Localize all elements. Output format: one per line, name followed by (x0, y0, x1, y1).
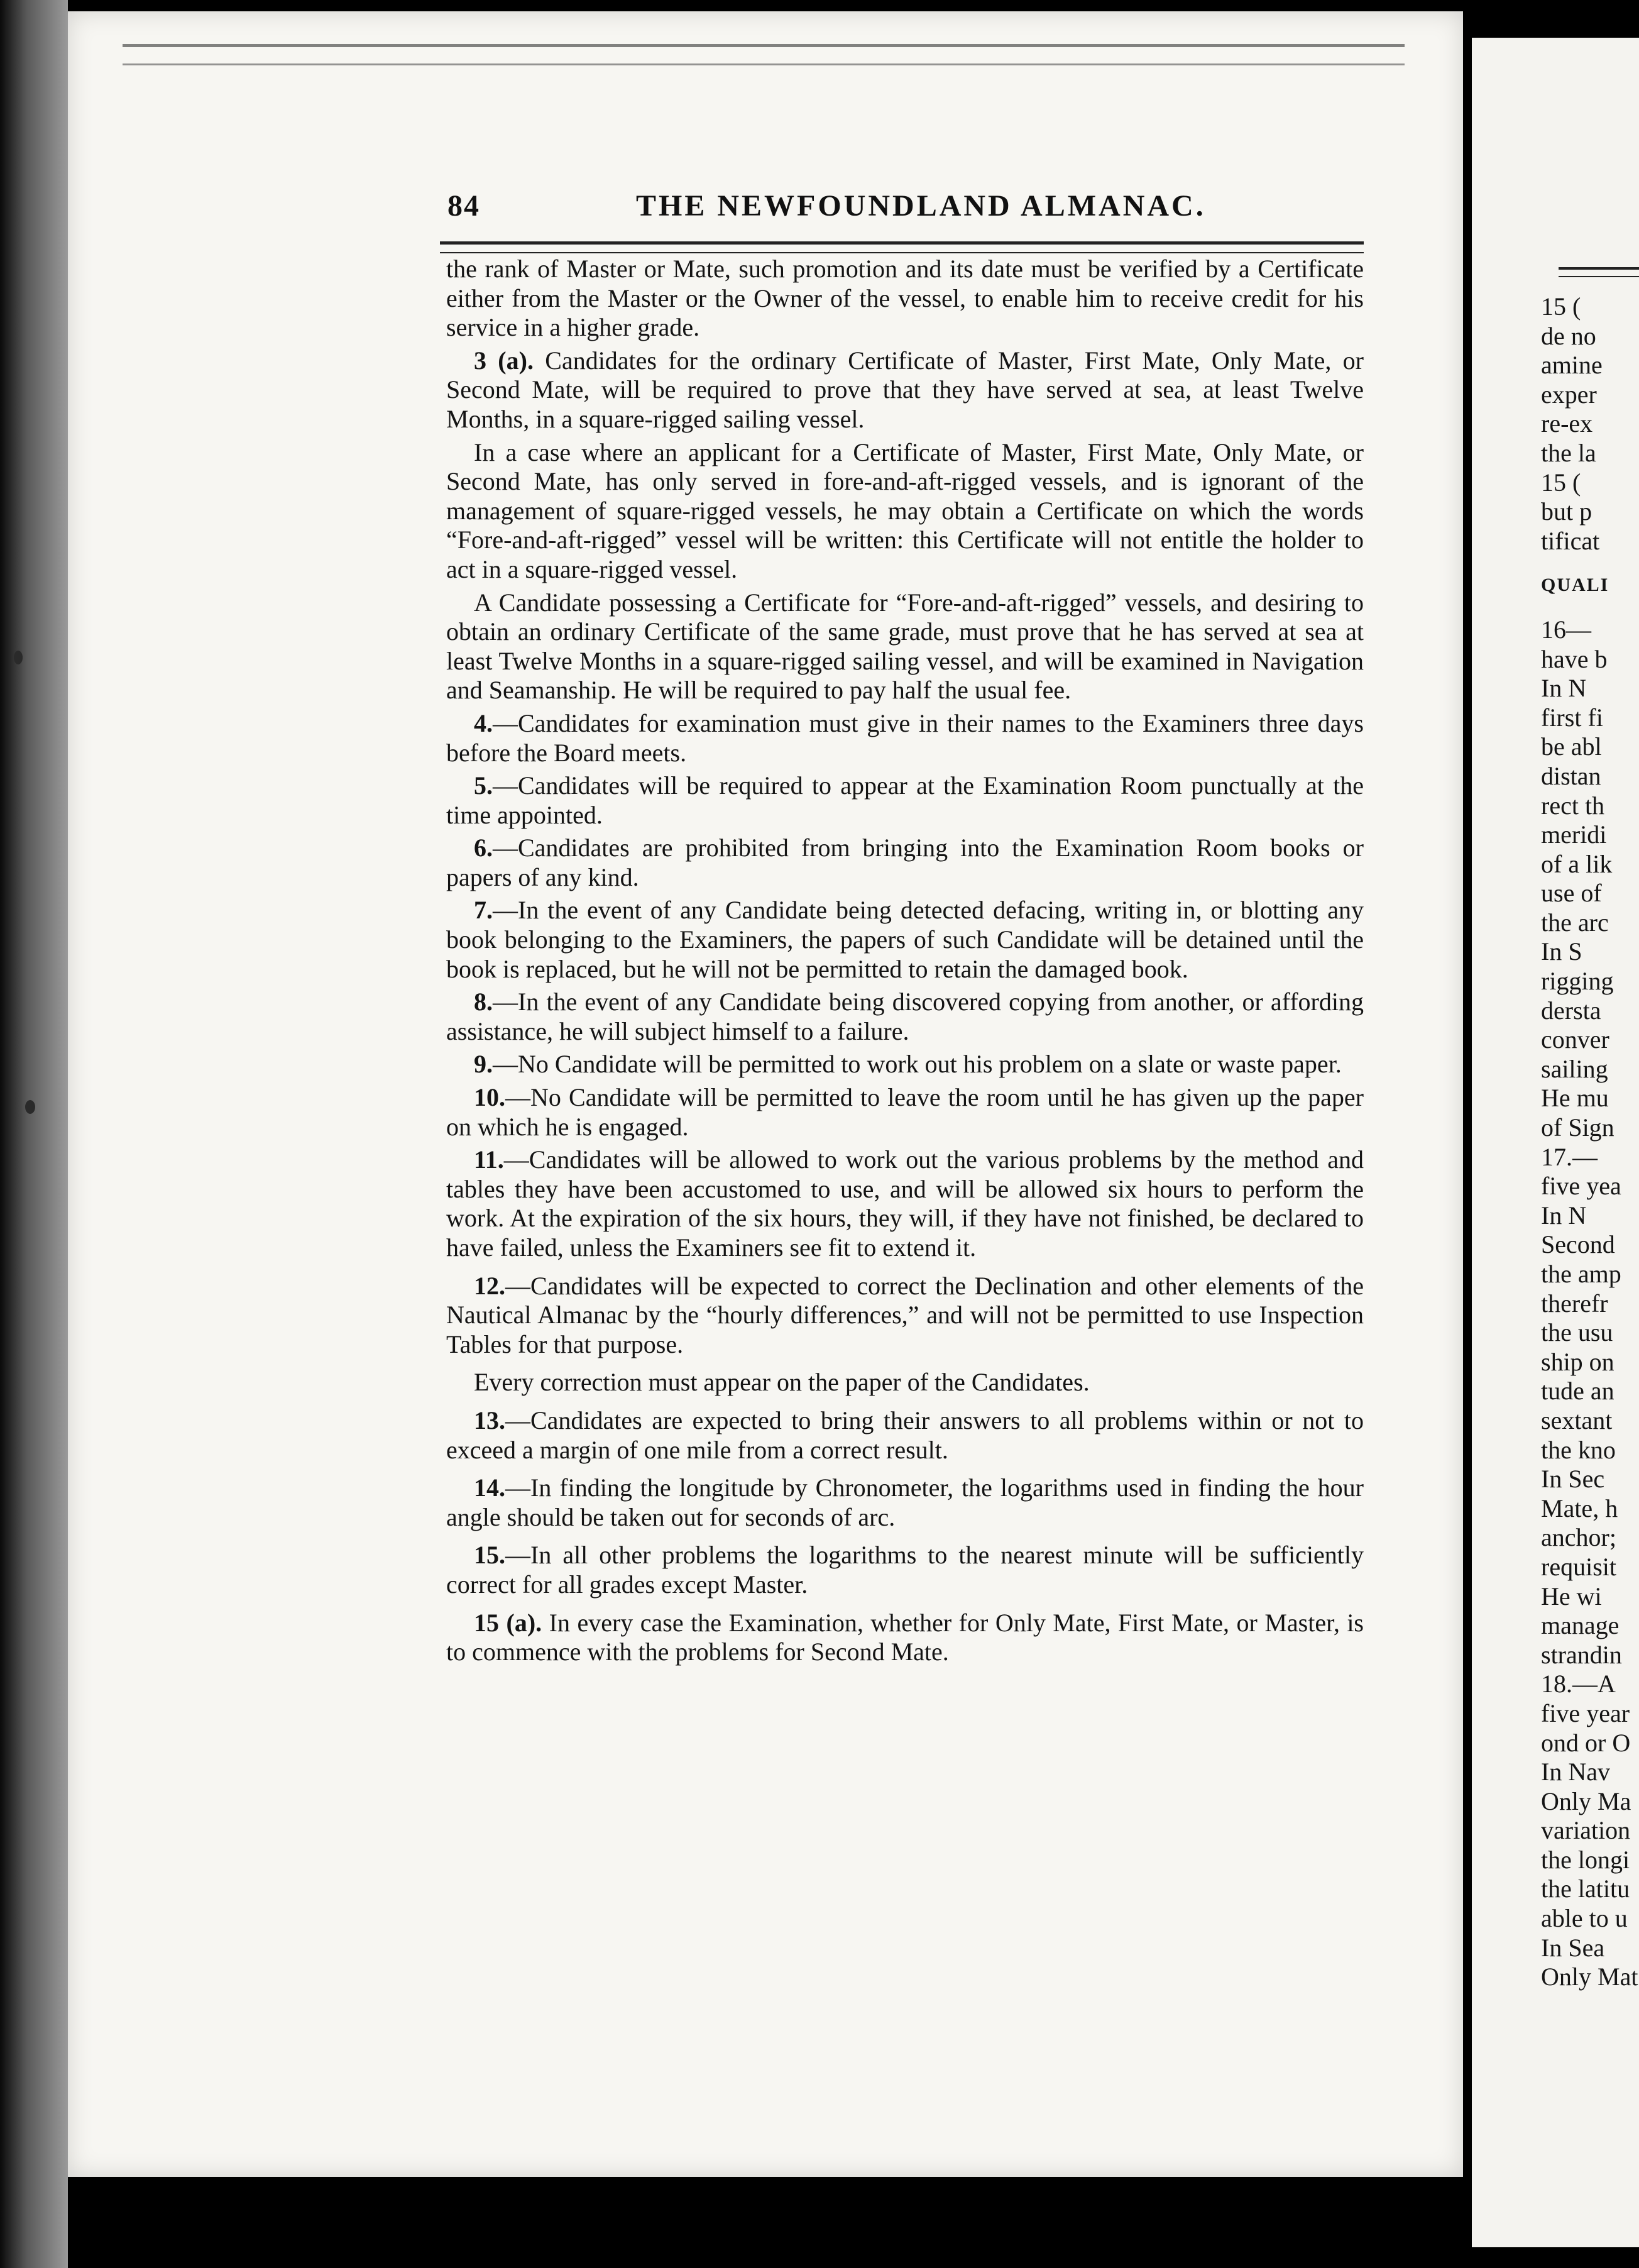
facing-page-rule (1559, 267, 1639, 277)
facing-page-line: the arc (1541, 908, 1609, 937)
page-top-edge (123, 44, 1405, 65)
paragraph (446, 834, 1364, 892)
binding-gutter (0, 0, 68, 2268)
facing-page-line: the longi (1541, 1845, 1630, 1874)
paragraph-text: —Candidates are prohibited from bringing into the Examination Room books or papers of any kind. (446, 834, 1364, 891)
facing-page-line: 16— (1541, 615, 1591, 644)
facing-page-line: meridi (1541, 820, 1607, 849)
facing-page-line: Only Mat (1541, 1962, 1638, 1991)
paragraph (446, 896, 1364, 984)
paragraph (446, 346, 1364, 434)
paragraph (446, 1145, 1364, 1262)
paragraph (446, 709, 1364, 768)
facing-page-line: tude an (1541, 1377, 1614, 1406)
facing-page-line: distan (1541, 761, 1601, 790)
facing-page-line: requisit (1541, 1552, 1616, 1581)
facing-page-line: therefr (1541, 1289, 1608, 1318)
facing-page-line: 17.— (1541, 1142, 1598, 1171)
paragraph-text: In every case the Examination, whether for Only Mate, First Mate, or Master, is to commence with the problems for Second Mate. (446, 1608, 1364, 1666)
facing-page-line: de no (1541, 321, 1596, 350)
facing-page-line: anchor; (1541, 1523, 1616, 1552)
paragraph-number: 9. (474, 1050, 493, 1079)
facing-page-line: In Sea (1541, 1933, 1605, 1962)
paragraph (446, 988, 1364, 1046)
paragraph-text: —Candidates are expected to bring their answers to all problems within or not to exceed a margin of one mile from a correct result. (446, 1406, 1364, 1464)
facing-page-line: amine (1541, 351, 1603, 380)
facing-page-line: sextant (1541, 1406, 1613, 1434)
facing-page-line: In S (1541, 937, 1582, 966)
facing-page-line: re-ex (1541, 409, 1593, 438)
paragraph-text: the rank of Master or Mate, such promotion and its date must be verified by a Certificate either from the Master or the Owner of the vessel, to enable him to receive credit for his service in a higher grade. (446, 255, 1364, 342)
paragraph-text: —No Candidate will be permitted to leave the room until he has given up the paper on which he is engaged. (446, 1083, 1364, 1141)
paragraph-text: —Candidates for examination must give in their names to the Examiners three days before the Board meets. (446, 708, 1364, 767)
ink-blot (25, 1100, 35, 1114)
paragraph-number: 4. (474, 708, 493, 737)
paragraph-text: —In finding the longitude by Chronometer, the logarithms used in finding the hour angle should be taken out for seconds of arc. (446, 1473, 1364, 1531)
paragraph (446, 1083, 1364, 1142)
paragraph-text: —Candidates will be allowed to work out the various problems by the method and tables they have been accustomed to use, and will be allowed six hours to perform the work. At the expiration of the six hours, they will, if they have not finished, be declared to have failed, unless the Examiners see fit to extend it. (446, 1145, 1364, 1262)
paragraph-text: —In the event of any Candidate being detected defacing, writing in, or blotting any book belonging to the Examiners, the papers of such Candidate will be detained until the book is replaced, but he will not be permitted to retain the damaged book. (446, 896, 1364, 983)
facing-page-line: five year (1541, 1698, 1630, 1727)
facing-page-line: He mu (1541, 1084, 1609, 1113)
facing-page-line: first fi (1541, 703, 1603, 732)
facing-page-line: five yea (1541, 1172, 1621, 1201)
facing-page-line: the la (1541, 438, 1596, 467)
paragraph-number: 7. (474, 896, 493, 925)
paragraph (446, 1406, 1364, 1465)
paragraph (446, 1368, 1364, 1397)
facing-page-line: 15 ( (1541, 468, 1581, 497)
facing-page-text (1541, 292, 1639, 1992)
paragraph-text: A Candidate possessing a Certificate for “Fore-and-aft-rigged” vessels, and desiring to obtain an ordinary Certificate of the same grade, must prove that he has served at sea at least Twelve Months in a square-rigged sailing vessel, and will be examined in Navigation and Seamanship. He will be required to pay half the usual fee. (446, 588, 1364, 705)
paragraph-text: —In all other problems the logarithms to the nearest minute will be sufficiently correct for all grades except Master. (446, 1541, 1364, 1599)
paragraph-text: Candidates for the ordinary Certificate of Master, First Mate, Only Mate, or Second Mate, will be required to prove that they have served at sea, at least Twelve Months, in a square-rigged sailing vessel. (446, 346, 1364, 433)
facing-page-line: variation (1541, 1816, 1631, 1845)
facing-page-line: be abl (1541, 732, 1602, 761)
facing-page-line: of Sign (1541, 1113, 1614, 1142)
paragraph-text: Every correction must appear on the paper of the Candidates. (474, 1368, 1090, 1397)
page-number: 84 (447, 189, 480, 223)
facing-page-line: rect th (1541, 791, 1605, 820)
paragraph-number: 13. (474, 1406, 505, 1434)
paragraph (446, 1541, 1364, 1599)
paragraph-text: —No Candidate will be permitted to work out his problem on a slate or waste paper. (493, 1050, 1342, 1079)
facing-page-line: of a lik (1541, 849, 1613, 878)
paragraph-text: —Candidates will be expected to correct the Declination and other elements of the Nautical Almanac by the “hourly differences,” and will not be permitted to use Inspection Tables for that purpose. (446, 1271, 1364, 1358)
facing-page-line: the kno (1541, 1435, 1616, 1464)
facing-page-line: strandin (1541, 1640, 1622, 1669)
paragraph-number: 14. (474, 1473, 505, 1502)
paragraph-number: 3 (a). (474, 346, 534, 375)
paragraph-number: 10. (474, 1083, 505, 1112)
paragraph (446, 1050, 1364, 1079)
running-title: THE NEWFOUNDLAND ALMANAC. (636, 189, 1206, 223)
paragraph (446, 1609, 1364, 1667)
facing-page-line: 15 ( (1541, 292, 1581, 321)
facing-page-line: rigging (1541, 967, 1614, 996)
facing-page-line: the latitu (1541, 1874, 1630, 1903)
facing-page-line: dersta (1541, 996, 1601, 1025)
facing-page-line: exper (1541, 380, 1597, 409)
paragraph (446, 438, 1364, 585)
facing-page-line: able to u (1541, 1904, 1628, 1933)
facing-page-line: conver (1541, 1025, 1609, 1054)
paragraph-number: 8. (474, 988, 493, 1016)
header-rule (440, 241, 1364, 253)
paragraph-number: 12. (474, 1271, 505, 1300)
facing-page-line: tificat (1541, 526, 1600, 555)
paragraph-text: In a case where an applicant for a Certificate of Master, First Mate, Only Mate, or Second Mate, has only served in fore-and-aft-rigged vessels, and is ignorant of the management of square-rigged vessels, he may obtain a Certificate on which the words “Fore-and-aft-rigged” vessel will be written: this Certificate will not entitle the holder to act in a square-rigged vessel. (446, 438, 1364, 583)
facing-page-line: have b (1541, 644, 1608, 673)
paragraph (446, 588, 1364, 705)
facing-page-line: Mate, h (1541, 1494, 1618, 1522)
paragraph-number: 15. (474, 1541, 505, 1570)
facing-page-line: manage (1541, 1611, 1620, 1640)
paragraph-text: —Candidates will be required to appear at the Examination Room punctually at the time appointed. (446, 771, 1364, 829)
facing-page-line: In N (1541, 1201, 1587, 1230)
facing-page-line: sailing (1541, 1054, 1608, 1083)
facing-page-line: use of (1541, 879, 1602, 908)
paragraph (446, 1272, 1364, 1360)
facing-page-line: Second (1541, 1230, 1615, 1259)
paragraph-text: —In the event of any Candidate being discovered copying from another, or affording assistance, he will subject himself to a failure. (446, 988, 1364, 1045)
facing-page-line: the usu (1541, 1318, 1613, 1347)
paragraph (446, 1473, 1364, 1532)
facing-page-line: In Sec (1541, 1465, 1605, 1494)
paragraph-number: 15 (a). (474, 1608, 542, 1637)
ink-blot (14, 651, 23, 664)
paragraph-number: 6. (474, 834, 493, 862)
facing-page-line: QUALI (1541, 575, 1609, 596)
facing-page-line: ship on (1541, 1347, 1614, 1376)
facing-page-line: ond or O (1541, 1728, 1631, 1757)
facing-page-line: He wi (1541, 1582, 1602, 1610)
facing-page-line: In Nav (1541, 1758, 1610, 1786)
facing-page-line: the amp (1541, 1260, 1621, 1288)
paragraph-number: 11. (474, 1145, 504, 1174)
article-body (446, 255, 1364, 1671)
paragraph (446, 771, 1364, 830)
page-header (447, 189, 1378, 235)
facing-page-line: but p (1541, 497, 1592, 526)
facing-page-line: In N (1541, 674, 1587, 703)
facing-page-line: Only Ma (1541, 1786, 1631, 1815)
facing-page-line: 18.—A (1541, 1670, 1616, 1698)
paragraph (446, 255, 1364, 343)
paragraph-number: 5. (474, 771, 493, 800)
